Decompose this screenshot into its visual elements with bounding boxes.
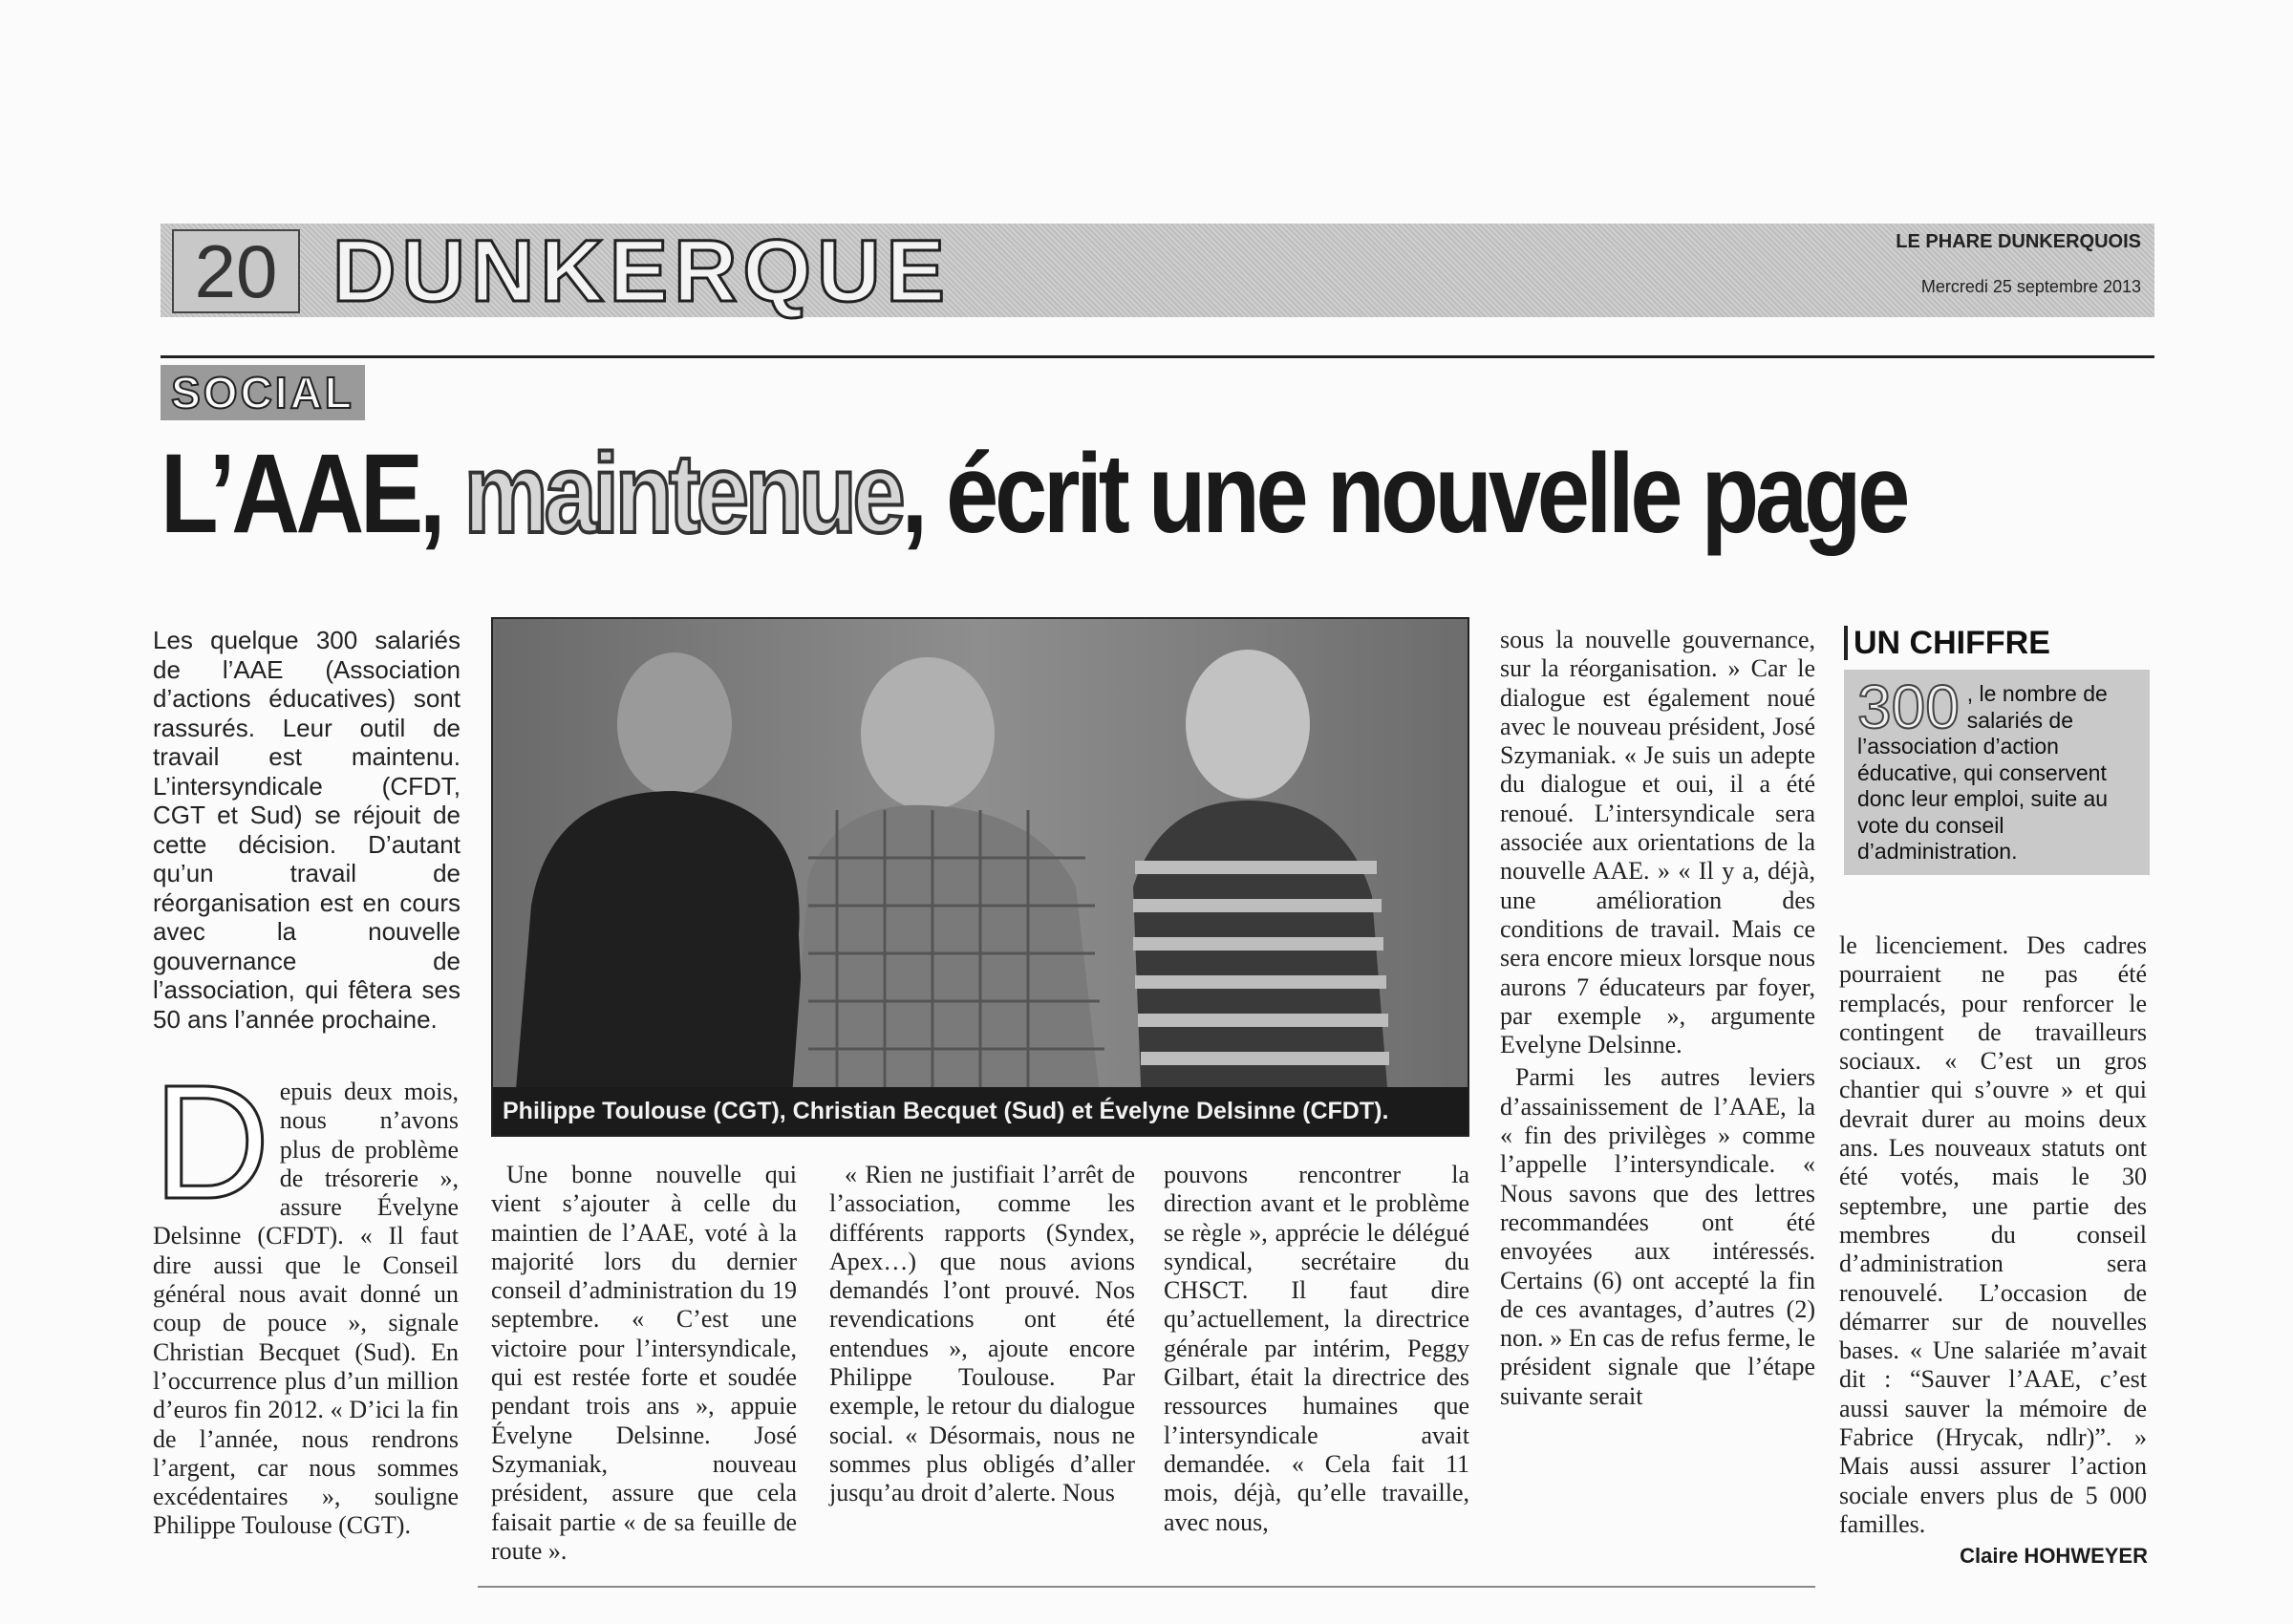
key-figure-number: 300 xyxy=(1857,673,1960,741)
photo-illustration xyxy=(493,619,1468,1135)
headline-part-3: , écrit une nouvelle page xyxy=(901,431,1907,557)
column-1-text: epuis deux mois, nous n’avons plus de problème de trésorerie », assure Évelyne Delsinne (CFDT). « Il faut dire aussi que le Conseil général nous avait donné un coup de pouce », signale Christian Becquet (Sud). En l’occurrence plus d’un million d’euros fin 2012. « D’ici la fin de l’année, nous rendrons l’argent, car nous sommes excédentaires », souligne Philippe Toulouse (CGT). xyxy=(153,1078,459,1540)
newspaper-name: LE PHARE DUNKERQUOIS xyxy=(1896,231,2141,252)
key-figure-text: , le nombre de salariés de l’association d’action éducative, qui conservent donc leur emploi, suite au vote du conseil d’administration. xyxy=(1857,681,2109,864)
headline-part-2: maintenue xyxy=(463,431,902,557)
headline xyxy=(161,431,1907,557)
drop-cap: D xyxy=(153,1052,270,1233)
column-5-text-b: Parmi les autres leviers d’assainissement de l’AAE, la « fin des privilèges » comme l’appelle l’intersyndicale. « Nous savons que des lettres recommandées ont été envoyées aux intéressés. Certains (6) ont accepté la fin de ces avantages, d’autres (2) non. » En cas de refus ferme, le président signale que l’étape suivante serait xyxy=(1500,1063,1815,1410)
chapo-lead: Les quelque 300 salariés de l’AAE (Association d’actions éducatives) sont rassurés. Leur outil de travail est maintenu. L’intersyndicale (CFDT, CGT et Sud) se réjouit de cette décision. D’autant qu’un travail de réorganisation est en cours avec la nouvelle gouvernance de l’association, qui fêtera ses 50 ans l’année prochaine. xyxy=(153,626,461,1034)
headline-part-1: L’AAE, xyxy=(161,431,464,557)
section-header-band xyxy=(161,223,2154,320)
article-photo xyxy=(491,617,1469,1137)
column-4-text: pouvons rencontrer la direction avant et le problème se règle », apprécie le délégué syndical, secrétaire du CHSCT. Il faut dire qu’actuellement, la directrice générale par intérim, Peggy Gilbart, était la directrice des ressources humaines que l’intersyndicale avait demandée. « Cela fait 11 mois, déjà, qu’elle travaille, avec nous, xyxy=(1164,1161,1469,1536)
key-figure-heading: UN CHIFFRE xyxy=(1844,626,2150,660)
article-column-4 xyxy=(1164,1161,1469,1537)
column-2-text: Une bonne nouvelle qui vient s’ajouter à celle du maintien de l’AAE, voté à la majorité lors du dernier conseil d’administration du 19 septembre. « C’est une victoire pour l’intersyndicale, qui est restée forte et soudée pendant trois ans », appuie Évelyne Delsinne. José Szymaniak, nouveau président, assure que cela faisait partie « de sa feuille de route ». xyxy=(491,1161,797,1565)
section-name: DUNKERQUE xyxy=(332,223,951,320)
article-column-5 xyxy=(1500,626,1815,1411)
photo-caption: Philippe Toulouse (CGT), Christian Becquet (Sud) et Évelyne Delsinne (CFDT). xyxy=(493,1087,1468,1135)
page-number: 20 xyxy=(172,229,300,313)
column-5-text-a: sous la nouvelle gouvernance, sur la réorganisation. » Car le dialogue est également noué avec le nouveau président, José Szymaniak. « Je suis un adepte du dialogue et oui, il a été renoué. L’intersyndicale sera associée aux orientations de la nouvelle AAE. » « Il y a, déjà, une amélioration des conditions de travail. Mais ce sera encore mieux lorsque nous aurons 7 éducateurs par foyer, par exemple », argumente Evelyne Delsinne. xyxy=(1500,626,1815,1059)
author-signature: Claire HOHWEYER xyxy=(1960,1544,2148,1568)
issue-date: Mercredi 25 septembre 2013 xyxy=(1920,277,2141,296)
article-column-3 xyxy=(829,1161,1135,1508)
header-rule xyxy=(161,355,2154,358)
column-3-text: « Rien ne justifiait l’arrêt de l’association, comme les différents rapports (Syndex, Apex…) que nous avions demandés l’ont prouvé. Nos revendications ont été entendues », ajoute encore Philippe Toulouse. Par exemple, le retour du dialogue social. « Désormais, nous ne sommes plus obligés d’aller jusqu’au droit d’alerte. Nous xyxy=(829,1161,1135,1507)
article-column-1 xyxy=(153,1052,459,1541)
column-6-text: le licenciement. Des cadres pourraient ne pas été remplacés, pour renforcer le contingent de travailleurs sociaux. « C’est un gros chantier qui s’ouvre » et qui devrait durer au moins deux ans. Les nouveaux statuts ont été votés, mais le 30 septembre, une partie des membres du conseil d’administration sera renouvelé. L’occasion de démarrer sur de nouvelles bases. « Une salariée m’avait dit : “Sauver l’AAE, c’est aussi sauver la mémoire de Fabrice (Hrycak, ndlr)”. » Mais aussi assurer l’action sociale envers plus de 5 000 familles. xyxy=(1839,931,2147,1538)
bottom-rule xyxy=(478,1586,1815,1588)
article-column-2 xyxy=(491,1161,797,1566)
rubric-label: SOCIAL xyxy=(161,365,365,420)
key-figure-body xyxy=(1844,670,2150,875)
article-column-6 xyxy=(1839,931,2147,1539)
key-figure-box xyxy=(1844,626,2150,898)
